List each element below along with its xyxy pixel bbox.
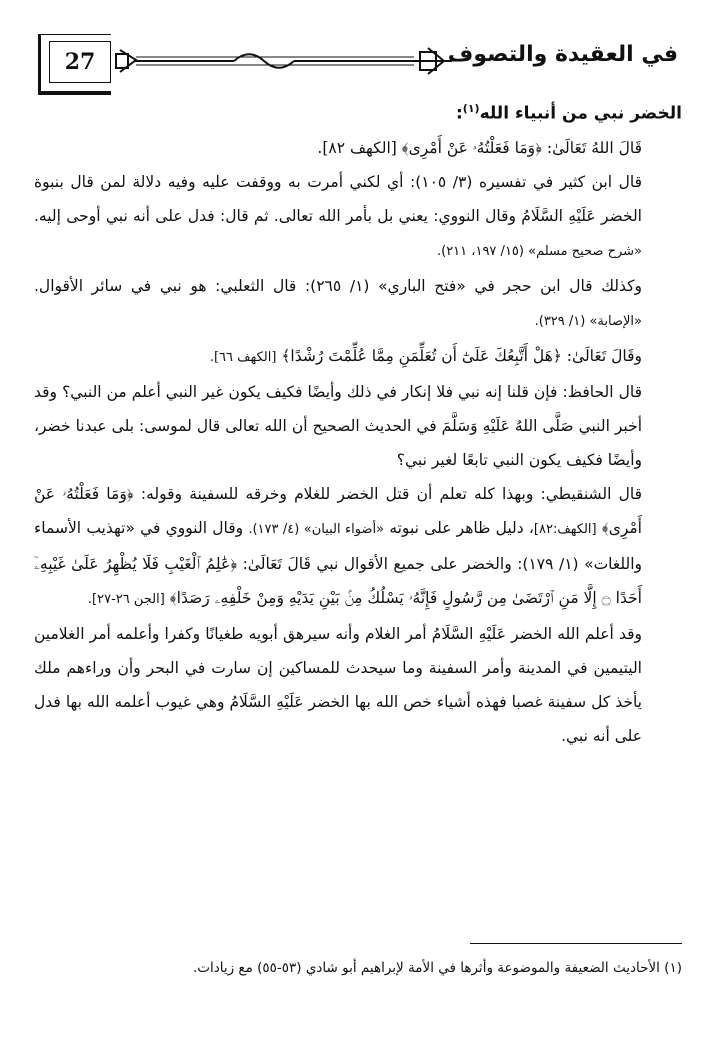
running-title: في العقيدة والتصوف [447,42,678,67]
header-ornament-icon [114,46,454,76]
page-number: 27 [64,49,96,75]
source-citation: «شرح صحيح مسلم» (١٥/ ١٩٧، ٢١١). [436,243,642,259]
source-citation: «أضواء البيان» (٤/ ١٧٣). [248,521,385,537]
paragraph-conclusion: وقد أعلم الله الخضر عَلَيْهِ السَّلَامُ أمر الغلام وأنه سيرهق أبويه طغيانًا وكفرا وأعلمه أمر الغلامين اليتيمين في المدينة وأمر السفينة وما سيحدث للمساكين إن سارت في البحر وأن وراءهم ملك يأخذ كل سفينة غصبا فهذه أشياء خص الله بها الخضر عَلَيْهِ السَّلَامُ وهي غيوب أعلمه الله بها فدل على أنه نبي. [34,624,642,745]
source-citation: «الإصابة» (١/ ٣٢٩). [534,313,642,329]
section-heading: الخضر نبي من أنبياء الله$^{(١)}$: [455,102,682,124]
paragraph-verse-2: وقَالَ تَعَالَىٰ: ﴿هَلْ أَتَّبِعُكَ عَلَىٰٓ أَن تُعَلِّمَنِ مِمَّا عُلِّمْتَ رُشْدًا﴾ [الكهف ٦٦]. [209,346,642,365]
paragraph-ibn-kathir: قال ابن كثير في تفسيره (٣/ ١٠٥): أي لكني أمرت به ووقفت عليه وفيه دلالة لمن قال بنبوة الخضر عَلَيْهِ السَّلَامُ وقال النووي: يعني بل بأمر الله تعالى. ثم قال: فدل على أنه نبي أوحى إليه. «شرح صحيح مسلم» (١٥/ ١٩٧، ٢١١). [34,172,642,259]
verse-reference: [الكهف ٦٦]. [209,349,277,365]
verse-reference: [الكهف:٨٢] [533,521,597,537]
verse-reference: [الجن ٢٦-٢٧]. [87,591,165,607]
paragraph-ibn-hajar: وكذلك قال ابن حجر في «فتح الباري» (١/ ٢٦٥): قال الثعلبي: هو نبي في سائر الأقوال. «الإصابة» (١/ ٣٢٩). [34,276,642,329]
paragraph-hafiz: قال الحافظ: فإن قلنا إنه نبي فلا إنكار في ذلك وأيضًا فكيف يكون غير النبي أعلم من النبي؟ وقد أخبر النبي صَلَّى اللهُ عَلَيْهِ وَسَلَّمَ في الحديث الصحيح أن الله تعالى قال لموسى: بلى عبدنا خضر، وأيضًا فكيف يكون النبي تابعًا لغير نبي؟ [34,382,642,469]
page-body [34,92,682,753]
page-number-frame [38,34,111,95]
paragraph-verse-1: قَالَ اللهُ تَعَالَىٰ: ﴿وَمَا فَعَلْتُهُۥ عَنْ أَمْرِى﴾ [الكهف ٨٢]. [317,138,642,157]
paragraph-shinqiti: قال الشنقيطي: وبهذا كله تعلم أن قتل الخضر للغلام وخرقه للسفينة وقوله: ﴿وَمَا فَعَلْتُهُۥ عَنْ أَمْرِى﴾ [الكهف:٨٢]، دليل ظاهر على نبوته «أضواء البيان» (٤/ ١٧٣). وقال النووي في «تهذيب الأسماء واللغات» (١/ ١٧٩): والخضر على جميع الأقوال نبي قَالَ تَعَالَىٰ: ﴿عَٰلِمُ ٱلْغَيْبِ فَلَا يُظْهِرُ عَلَىٰ غَيْبِهِۦٓ أَحَدًا ۝ إِلَّا مَنِ ٱرْتَضَىٰ مِن رَّسُولٍ فَإِنَّهُۥ يَسْلُكُ مِنۢ بَيْنِ يَدَيْهِ وَمِنْ خَلْفِهِۦ رَصَدًا﴾ [الجن ٢٦-٢٧]. [34,484,643,607]
footnote: (١) الأحاديث الضعيفة والموضوعة وأثرها في الأمة لإبراهيم أبو شادي (٥٣-٥٥) مع زيادات. [192,960,682,976]
footnote-divider [470,943,682,944]
page-header [38,34,678,94]
footnote-ref: (١) [462,102,480,115]
